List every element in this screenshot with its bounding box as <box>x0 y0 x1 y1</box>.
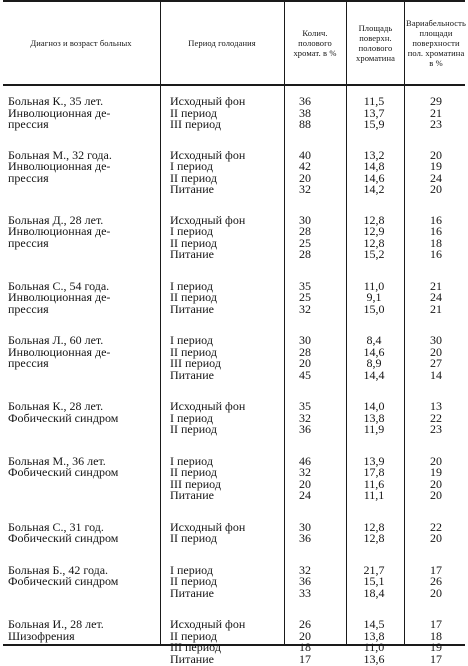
table-row <box>0 628 468 643</box>
chromatin-count-cell: 24 <box>299 488 311 502</box>
variability-cell: 17 <box>430 617 442 631</box>
variability-cell: 17 <box>430 562 442 577</box>
chromatin-count-cell: 36 <box>299 531 311 545</box>
table-row <box>0 226 468 238</box>
diagnosis-text: прессия <box>8 301 49 316</box>
chromatin-count-cell: 25 <box>299 290 311 304</box>
period-cell: III период <box>170 356 221 370</box>
chromatin-count-cell: 30 <box>299 212 311 227</box>
chromatin-count-cell: 17 <box>299 651 311 666</box>
variability-cell: 18 <box>430 628 442 643</box>
chromatin-count-cell: 30 <box>299 333 311 347</box>
diagnosis-text: Больная С., 31 год. <box>8 519 104 534</box>
diagnosis-text: Фобический синдром <box>8 410 119 425</box>
period-cell: Исходный фон <box>170 147 246 162</box>
period-cell: Питание <box>170 651 214 666</box>
header-bottom-rule <box>3 84 465 86</box>
chromatin-count-cell: 18 <box>299 640 311 654</box>
chromatin-area-cell: 11,1 <box>363 488 385 502</box>
period-cell: II период <box>170 290 217 304</box>
patient-group <box>0 96 468 131</box>
variability-cell: 20 <box>430 147 442 162</box>
variability-cell: 20 <box>430 488 442 502</box>
diagnosis-text: Фобический синдром <box>8 465 119 479</box>
variability-cell: 27 <box>430 356 442 370</box>
header-chromatin-area: Площадь поверхн. полового хроматина <box>356 23 395 63</box>
period-cell: II период <box>170 235 217 250</box>
period-cell: II период <box>170 574 217 588</box>
variability-cell: 26 <box>430 574 442 588</box>
variability-cell: 20 <box>430 476 442 491</box>
variability-cell: 21 <box>430 301 442 316</box>
table-row <box>0 161 468 173</box>
chromatin-count-cell: 30 <box>299 519 311 534</box>
diagnosis-text: Инволюционная де- <box>8 159 111 173</box>
period-cell: Исходный фон <box>170 94 246 108</box>
variability-cell: 19 <box>430 640 442 654</box>
table-body <box>0 96 468 665</box>
chromatin-count-cell: 36 <box>299 94 311 108</box>
table-top-rule <box>3 0 465 2</box>
chromatin-area-cell: 14,2 <box>363 182 385 196</box>
header-period: Период голодания <box>188 38 256 48</box>
table-row <box>0 170 468 185</box>
diagnosis-text: Больная М., 32 года. <box>8 147 112 162</box>
chromatin-count-cell: 33 <box>299 585 311 600</box>
chromatin-count-cell: 32 <box>299 562 311 577</box>
diagnosis-text: прессия <box>8 117 49 131</box>
variability-cell: 18 <box>430 235 442 250</box>
variability-cell: 24 <box>430 290 442 304</box>
period-cell: Питание <box>170 585 214 600</box>
variability-cell: 20 <box>430 453 442 468</box>
diagnosis-text: Шизофрения <box>8 628 75 643</box>
chromatin-area-cell: 13,7 <box>363 105 385 120</box>
chromatin-count-cell: 45 <box>299 367 311 382</box>
header-chromatin-count: Колич. полового хромат. в % <box>293 28 337 58</box>
chromatin-area-cell: 17,8 <box>363 465 385 479</box>
chromatin-area-cell: 13,9 <box>363 453 385 468</box>
variability-cell: 20 <box>430 182 442 196</box>
chromatin-count-cell: 20 <box>299 356 311 370</box>
diagnosis-text: Инволюционная де- <box>8 224 111 238</box>
chromatin-area-cell: 9,1 <box>366 290 382 304</box>
period-cell: I период <box>170 562 213 577</box>
table-row <box>0 119 468 131</box>
variability-cell: 16 <box>430 212 442 227</box>
table-row <box>0 651 468 666</box>
period-cell: I период <box>170 453 213 468</box>
diagnosis-text: прессия <box>8 170 49 185</box>
chromatin-area-cell: 13,8 <box>363 410 385 425</box>
header-diagnosis: Диагноз и возраст больных <box>30 38 132 48</box>
chromatin-area-cell: 21,7 <box>363 562 385 577</box>
period-cell: II период <box>170 344 217 359</box>
variability-cell: 20 <box>430 585 442 600</box>
period-cell: Питание <box>170 367 214 382</box>
variability-cell: 20 <box>430 531 442 545</box>
period-cell: I период <box>170 278 213 293</box>
period-cell: III период <box>170 640 221 654</box>
period-cell: Питание <box>170 301 214 316</box>
chromatin-count-cell: 20 <box>299 476 311 491</box>
chromatin-count-cell: 38 <box>299 105 311 120</box>
table-row <box>0 301 468 316</box>
diagnosis-text: Инволюционная де- <box>8 105 111 120</box>
table-row <box>0 576 468 588</box>
chromatin-area-cell: 15,9 <box>363 117 385 131</box>
variability-cell: 13 <box>430 399 442 413</box>
chromatin-area-cell: 12,8 <box>363 212 385 227</box>
table-row <box>0 249 468 261</box>
diagnosis-text: Инволюционная де- <box>8 344 111 359</box>
variability-cell: 17 <box>430 651 442 666</box>
chromatin-count-cell: 35 <box>299 399 311 413</box>
period-cell: Питание <box>170 247 214 261</box>
variability-cell: 21 <box>430 278 442 293</box>
table-row <box>0 344 468 359</box>
diagnosis-text: Фобический синдром <box>8 531 119 545</box>
period-cell: II период <box>170 531 217 545</box>
table-row <box>0 358 468 370</box>
period-cell: Исходный фон <box>170 617 246 631</box>
chromatin-count-cell: 32 <box>299 182 311 196</box>
chromatin-area-cell: 14,8 <box>363 159 385 173</box>
variability-cell: 30 <box>430 333 442 347</box>
period-cell: II период <box>170 105 217 120</box>
chromatin-area-cell: 14,5 <box>363 617 385 631</box>
chromatin-count-cell: 28 <box>299 344 311 359</box>
variability-cell: 23 <box>430 117 442 131</box>
diagnosis-text: Больная С., 54 года. <box>8 278 110 293</box>
chromatin-area-cell: 13,6 <box>363 651 385 666</box>
chromatin-count-cell: 46 <box>299 453 311 468</box>
table-row <box>0 585 468 600</box>
table-row <box>0 367 468 382</box>
patient-group <box>0 519 468 545</box>
variability-cell: 14 <box>430 367 442 382</box>
chromatin-count-cell: 28 <box>299 247 311 261</box>
chromatin-area-cell: 15,1 <box>363 574 385 588</box>
period-cell: Исходный фон <box>170 399 246 413</box>
chromatin-count-cell: 35 <box>299 278 311 293</box>
chromatin-count-cell: 20 <box>299 628 311 643</box>
period-cell: III период <box>170 476 221 491</box>
period-cell: Исходный фон <box>170 519 246 534</box>
variability-cell: 22 <box>430 410 442 425</box>
chromatin-count-cell: 26 <box>299 617 311 631</box>
diagnosis-text: Больная И., 28 лет. <box>8 617 104 631</box>
chromatin-count-cell: 36 <box>299 422 311 436</box>
table-row <box>0 410 468 425</box>
patient-group <box>0 278 468 316</box>
period-cell: I период <box>170 224 213 238</box>
chromatin-area-cell: 11,0 <box>363 640 385 654</box>
patient-group <box>0 335 468 381</box>
chromatin-area-cell: 12,8 <box>363 531 385 545</box>
diagnosis-text: Больная Л., 60 лет. <box>8 333 104 347</box>
chromatin-area-cell: 15,0 <box>363 301 385 316</box>
period-cell: I период <box>170 333 213 347</box>
patient-group <box>0 147 468 196</box>
chromatin-area-cell: 11,6 <box>363 476 385 491</box>
chromatin-area-cell: 18,4 <box>363 585 385 600</box>
chromatin-count-cell: 25 <box>299 235 311 250</box>
patient-group <box>0 212 468 261</box>
chromatin-area-cell: 8,4 <box>366 333 382 347</box>
period-cell: II период <box>170 465 217 479</box>
period-cell: II период <box>170 422 217 436</box>
chromatin-area-cell: 12,8 <box>363 519 385 534</box>
chromatin-area-cell: 15,2 <box>363 247 385 261</box>
period-cell: I период <box>170 159 213 173</box>
chromatin-area-cell: 12,9 <box>363 224 385 238</box>
table-row <box>0 490 468 502</box>
chromatin-area-cell: 11,0 <box>363 278 385 293</box>
table-row <box>0 184 468 196</box>
chromatin-count-cell: 88 <box>299 117 311 131</box>
chromatin-area-cell: 14,0 <box>363 399 385 413</box>
period-cell: II период <box>170 628 217 643</box>
chromatin-area-cell: 14,6 <box>363 344 385 359</box>
variability-cell: 23 <box>430 422 442 436</box>
table-row <box>0 533 468 545</box>
table-row <box>0 642 468 654</box>
patient-group <box>0 562 468 600</box>
table-row <box>0 467 468 479</box>
chromatin-area-cell: 8,9 <box>366 356 382 370</box>
diagnosis-text: прессия <box>8 235 49 250</box>
variability-cell: 29 <box>430 94 442 108</box>
table-row <box>0 235 468 250</box>
diagnosis-text: Инволюционная де- <box>8 290 111 304</box>
period-cell: Исходный фон <box>170 212 246 227</box>
period-cell: I период <box>170 410 213 425</box>
chromatin-count-cell: 32 <box>299 301 311 316</box>
chromatin-area-cell: 13,8 <box>363 628 385 643</box>
chromatin-area-cell: 13,2 <box>363 147 385 162</box>
diagnosis-text: Больная Б., 42 года. <box>8 562 109 577</box>
chromatin-count-cell: 32 <box>299 465 311 479</box>
diagnosis-text: Больная К., 28 лет. <box>8 399 104 413</box>
chromatin-area-cell: 11,5 <box>363 94 385 108</box>
table-row <box>0 292 468 304</box>
chromatin-count-cell: 42 <box>299 159 311 173</box>
patient-group <box>0 619 468 665</box>
chromatin-area-cell: 11,9 <box>363 422 385 436</box>
variability-cell: 20 <box>430 344 442 359</box>
header-area-variability: Вариабельность площади поверхности пол. хроматина в % <box>406 18 466 68</box>
variability-cell: 19 <box>430 159 442 173</box>
chromatin-count-cell: 36 <box>299 574 311 588</box>
patient-group <box>0 401 468 436</box>
chromatin-count-cell: 28 <box>299 224 311 238</box>
variability-cell: 24 <box>430 170 442 185</box>
diagnosis-text: Больная М., 36 лет. <box>8 453 106 468</box>
period-cell: Питание <box>170 488 214 502</box>
period-cell: III период <box>170 117 221 131</box>
patient-group <box>0 453 468 502</box>
chromatin-count-cell: 32 <box>299 410 311 425</box>
period-cell: II период <box>170 170 217 185</box>
chromatin-count-cell: 40 <box>299 147 311 162</box>
variability-cell: 19 <box>430 465 442 479</box>
diagnosis-text: прессия <box>8 356 49 370</box>
table-row <box>0 105 468 120</box>
variability-cell: 21 <box>430 105 442 120</box>
variability-cell: 16 <box>430 247 442 261</box>
diagnosis-text: Больная К., 35 лет. <box>8 94 104 108</box>
diagnosis-text: Больная Д., 28 лет. <box>8 212 104 227</box>
chromatin-count-cell: 20 <box>299 170 311 185</box>
table-row <box>0 424 468 436</box>
chromatin-area-cell: 14,6 <box>363 170 385 185</box>
diagnosis-text: Фобический синдром <box>8 574 119 588</box>
chromatin-area-cell: 14,4 <box>363 367 385 382</box>
period-cell: Питание <box>170 182 214 196</box>
variability-cell: 16 <box>430 224 442 238</box>
variability-cell: 22 <box>430 519 442 534</box>
table-row <box>0 476 468 491</box>
chromatin-area-cell: 12,8 <box>363 235 385 250</box>
